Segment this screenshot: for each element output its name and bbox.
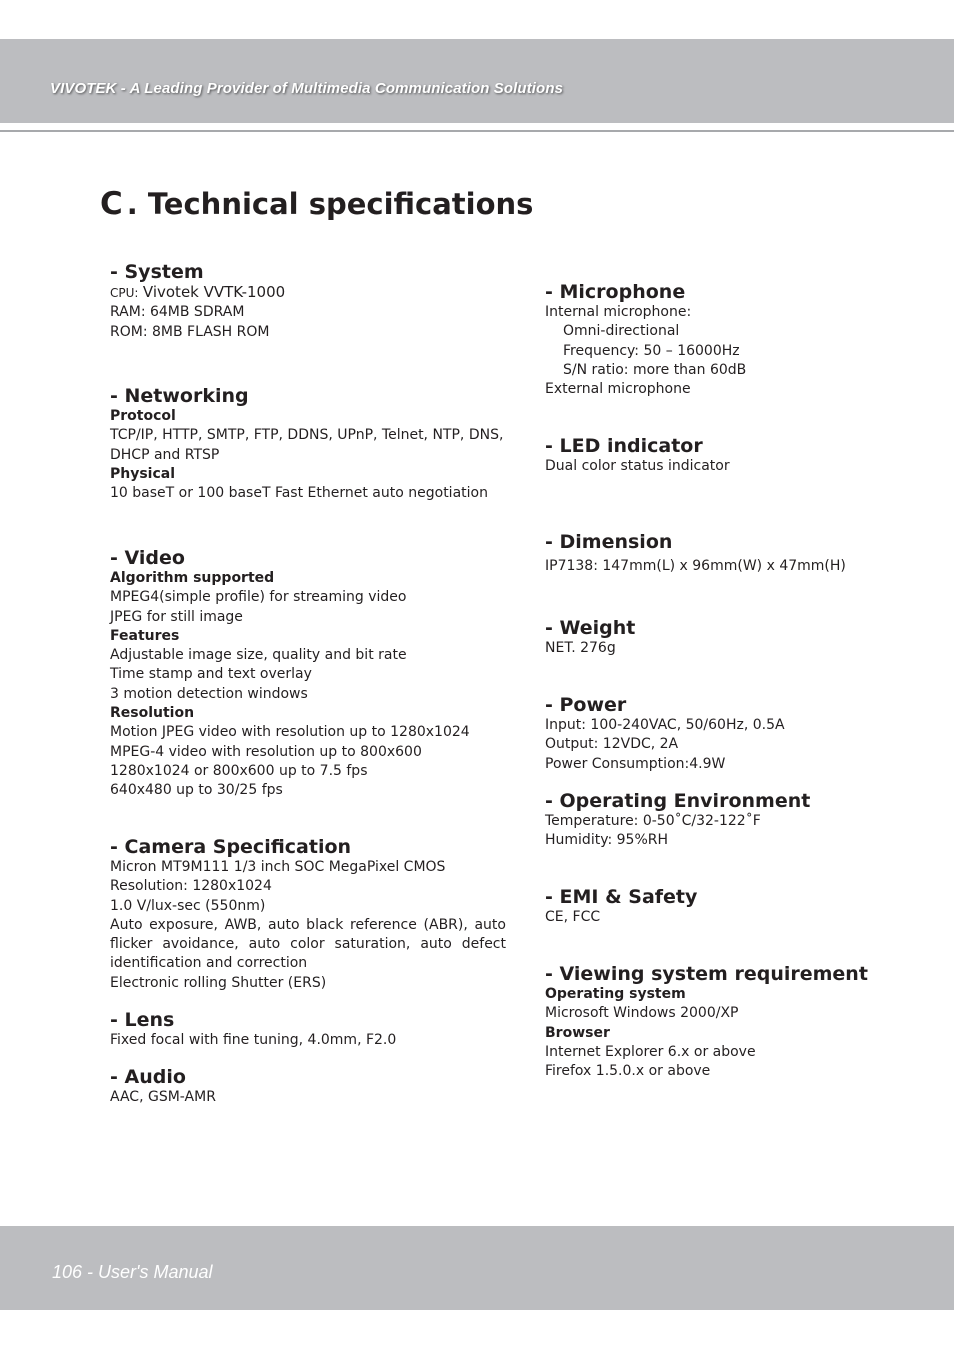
spec-line: Temperature: 0-50˚C/32-122˚F [545, 813, 761, 829]
spec-line: Internal microphone: [545, 304, 692, 320]
spec-line: Dual color status indicator [545, 458, 730, 474]
spec-line: Frequency: 50 – 16000Hz [563, 342, 740, 359]
subheading-os: Operating system [545, 986, 686, 1002]
spec-line: DHCP and RTSP [110, 446, 220, 463]
section-heading: - Audio [110, 1066, 186, 1088]
section-heading: - EMI & Safety [545, 886, 698, 908]
section-viewing [545, 963, 868, 1081]
spec-line: Fixed focal with fine tuning, 4.0mm, F2.0 [110, 1032, 397, 1048]
spec-line: AAC, GSM-AMR [110, 1089, 216, 1105]
spec-line: 640x480 up to 30/25 fps [110, 782, 283, 799]
spec-paragraph: Auto exposure, AWB, auto black reference (ABR), auto flicker avoidance, auto color saturation, auto defect [110, 916, 506, 953]
section-emi [545, 886, 697, 927]
spec-line: Omni-directional [563, 323, 680, 340]
section-heading: - Camera Specification [110, 836, 352, 858]
subheading-browser: Browser [545, 1024, 610, 1041]
cpu-label: CPU: [110, 286, 139, 300]
section-camera [110, 836, 506, 993]
spec-line: Power Consumption:4.9W [545, 755, 726, 772]
section-audio [110, 1066, 216, 1107]
section-heading: - Lens [110, 1009, 175, 1031]
spec-line: identification and correction [110, 955, 308, 972]
spec-line: Electronic rolling Shutter (ERS) [110, 974, 327, 991]
spec-line: MPEG4(simple profile) for streaming video [110, 589, 407, 606]
spec-line: ROM: 8MB FLASH ROM [110, 323, 270, 340]
subheading-algorithm: Algorithm supported [110, 570, 275, 586]
spec-line: S/N ratio: more than 60dB [563, 361, 747, 378]
section-system [110, 261, 285, 342]
section-video [110, 547, 470, 801]
section-heading: - Video [110, 547, 185, 569]
spec-line: External microphone [545, 381, 691, 398]
subheading-resolution: Resolution [110, 705, 195, 722]
spec-line: Output: 12VDC, 2A [545, 736, 679, 753]
section-environment [545, 790, 810, 851]
spec-line: Firefox 1.5.0.x or above [545, 1063, 711, 1080]
page-title [100, 186, 533, 222]
section-microphone [545, 281, 746, 399]
spec-line: Adjustable image size, quality and bit rate [110, 647, 407, 664]
header-divider [0, 130, 954, 132]
section-heading: - Power [545, 694, 627, 716]
spec-line: 1280x1024 or 800x600 up to 7.5 fps [110, 762, 368, 779]
spec-line: 10 baseT or 100 baseT Fast Ethernet auto negotiation [110, 485, 488, 502]
subheading-physical: Physical [110, 465, 176, 482]
footer-page-number: 106 - User's Manual [52, 1262, 213, 1282]
spec-line: Time stamp and text overlay [110, 666, 312, 683]
section-led [545, 435, 730, 476]
spec-line: Input: 100-240VAC, 50/60Hz, 0.5A [545, 717, 785, 733]
section-heading: - Weight [545, 617, 636, 639]
section-dimension [545, 531, 846, 576]
spec-line: TCP/IP, HTTP, SMTP, FTP, DDNS, UPnP, Telnet, NTP, DNS, [110, 427, 504, 444]
spec-line: IP7138: 147mm(L) x 96mm(W) x 47mm(H) [545, 558, 846, 574]
cpu-value: Vivotek VVTK-1000 [142, 283, 286, 301]
spec-line: MPEG-4 video with resolution up to 800x600 [110, 743, 422, 760]
section-heading: - LED indicator [545, 435, 703, 457]
spec-line: 3 motion detection windows [110, 685, 308, 702]
section-heading: - Viewing system requirement [545, 963, 868, 985]
section-weight [545, 617, 635, 658]
spec-line: RAM: 64MB SDRAM [110, 304, 245, 321]
subheading-protocol: Protocol [110, 408, 176, 424]
section-heading: - Operating Environment [545, 790, 811, 812]
header-tagline: VIVOTEK - A Leading Provider of Multimedia Communication Solutions [50, 80, 564, 97]
cpu-line [110, 283, 285, 303]
subheading-features: Features [110, 627, 180, 644]
spec-line: Humidity: 95%RH [545, 832, 668, 849]
spec-line: 1.0 V/lux-sec (550nm) [110, 897, 266, 914]
spec-line: Motion JPEG video with resolution up to 1280x1024 [110, 724, 470, 741]
spec-line: NET. 276g [545, 640, 616, 656]
section-networking [110, 385, 503, 503]
section-heading: - Microphone [545, 281, 686, 303]
section-heading: - Dimension [545, 531, 673, 553]
section-heading: - System [110, 261, 204, 283]
spec-line: JPEG for still image [110, 608, 243, 625]
spec-line: Micron MT9M111 1/3 inch SOC MegaPixel CMOS [110, 859, 446, 875]
page-title-text: . Technical specifications [126, 187, 534, 221]
section-heading: - Networking [110, 385, 249, 407]
spec-line: Microsoft Windows 2000/XP [545, 1005, 739, 1022]
spec-line: Internet Explorer 6.x or above [545, 1043, 756, 1060]
spec-line: Resolution: 1280x1024 [110, 878, 272, 895]
section-lens [110, 1009, 396, 1050]
spec-line: CE, FCC [545, 909, 601, 925]
appendix-letter: C [100, 186, 123, 222]
section-power [545, 694, 785, 774]
